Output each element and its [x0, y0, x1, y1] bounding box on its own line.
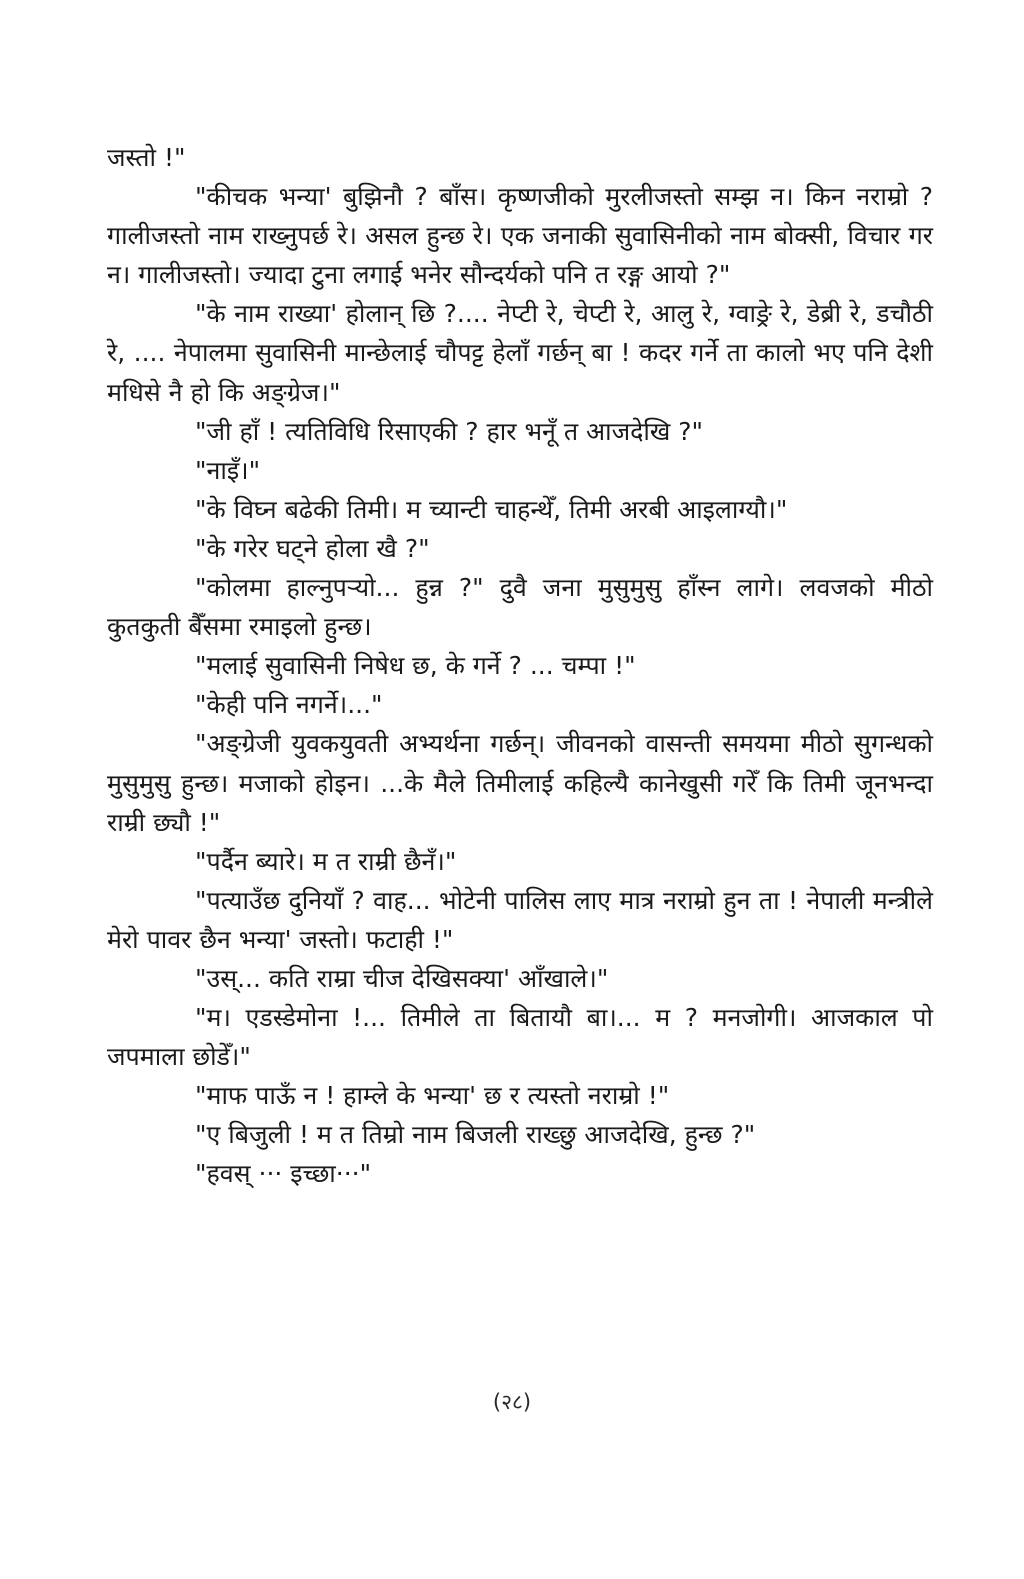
paragraph-7: "के गरेर घट्ने होला खै ?": [195, 533, 430, 563]
paragraph-14: "उस्... कति राम्रा चीज देखिसक्या' आँखाले।": [195, 963, 609, 993]
paragraph-10: "केही पनि नगर्ने।...": [195, 690, 383, 720]
paragraph-12: "पर्दैन ब्यारे। म त राम्री छैनँ।": [195, 846, 457, 876]
page-number: (२८): [492, 1390, 532, 1414]
paragraph-6: "के विघ्न बढेकी तिमी। म च्यान्टी चाहन्थेँ, तिमी अरबी आइलाग्यौ।": [195, 494, 788, 524]
body-text: [107, 138, 933, 1194]
paragraph-4: "जी हाँ ! त्यतिविधि रिसाएकी ? हार भनूँ त आजदेखि ?": [195, 416, 704, 446]
paragraph-18: "हवस् ··· इच्छा···": [195, 1159, 372, 1189]
paragraph-11: "अङ्ग्रेजी युवकयुवती अभ्यर्थना गर्छन्। जीवनको वासन्ती समयमा मीठो सुगन्धको मुसुमुसु हुन्छ। मजाको होइन। ...के मैले तिमीलाई कहिल्यै कानेखुसी गरेँ कि तिमी जूनभन्दा राम्री छ्यौ !": [107, 729, 933, 837]
paragraph-5: "नाइँ।": [195, 455, 261, 485]
paragraph-17: "ए बिजुली ! म त तिम्रो नाम बिजली राख्छु आजदेखि, हुन्छ ?": [195, 1120, 756, 1150]
paragraph-8: "कोलमा हाल्नुपर्‍यो... हुन्न ?" दुवै जना मुसुमुसु हाँस्न लागे। लवजको मीठो कुतकुती बैँसमा रमाइलो हुन्छ।: [107, 573, 933, 642]
paragraph-2: "कीचक भन्या' बुझिनौ ? बाँस। कृष्णजीको मुरलीजस्तो सम्झ न। किन नराम्रो ? गालीजस्तो नाम राख्नुपर्छ रे। असल हुन्छ रे। एक जनाकी सुवासिनीको नाम बोक्सी, विचार गर न। गालीजस्तो। ज्यादा टुना लगाई भनेर सौन्दर्यको पनि त रङ्ग आयो ?": [107, 182, 933, 290]
paragraph-15: "म। एडस्डेमोना !... तिमीले ता बितायौ बा।... म ? मनजोगी। आजकाल पो जपमाला छोडेँ।": [107, 1003, 933, 1072]
paragraph-16: "माफ पाऊँ न ! हाम्ले के भन्या' छ र त्यस्तो नराम्रो !": [195, 1081, 670, 1111]
paragraph-9: "मलाई सुवासिनी निषेध छ, के गर्ने ? ... चम्पा !": [195, 651, 636, 681]
paragraph-1: जस्तो !": [107, 143, 186, 172]
paragraph-3: "के नाम राख्या' होलान् छि ?.... नेप्टी रे, चेप्टी रे, आलु रे, ग्वाङ्रे रे, डेब्री रे, डचौठी रे, .... नेपालमा सुवासिनी मान्छेलाई चौपट्ट हेलाँ गर्छन् बा ! कदर गर्ने ता कालो भए पनि देशी मधिसे नै हो कि अङ्ग्रेज।": [107, 299, 933, 407]
paragraph-13: "पत्याउँछ दुनियाँ ? वाह... भोटेनी पालिस लाए मात्र नराम्रो हुन ता ! नेपाली मन्त्रीले मेरो पावर छैन भन्या' जस्तो। फटाही !": [107, 885, 933, 954]
